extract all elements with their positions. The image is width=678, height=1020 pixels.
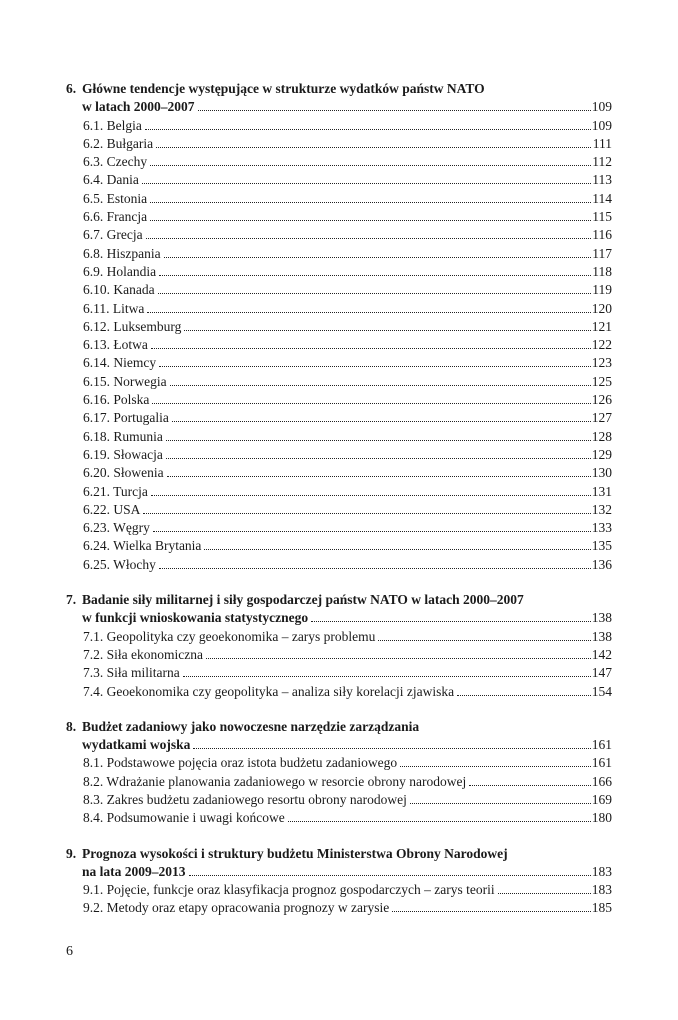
- toc-section-entry[interactable]: [66, 646, 612, 664]
- dot-leader: [166, 430, 591, 441]
- section-page-number: 115: [592, 209, 612, 225]
- dot-leader: [150, 155, 591, 166]
- section-title: 6.25. Włochy: [83, 556, 156, 572]
- section-title: 8.3. Zakres budżetu zadaniowego resortu obrony narodowej: [83, 791, 407, 807]
- section-page-number: 183: [591, 882, 612, 898]
- chapter-title-line: Badanie siły militarnej i siły gospodarczej państw NATO w latach 2000–2007: [82, 592, 524, 608]
- chapter-title-line: Budżet zadaniowy jako nowoczesne narzędzie zarządzania: [82, 718, 420, 734]
- section-page-number: 142: [591, 646, 612, 662]
- dot-leader: [153, 521, 591, 532]
- toc-section-entry[interactable]: [66, 171, 612, 189]
- toc-section-entry[interactable]: [66, 556, 612, 574]
- dot-leader: [498, 883, 591, 894]
- section-page-number: 131: [591, 483, 612, 499]
- section-title: 6.13. Łotwa: [83, 337, 148, 353]
- toc-chapter: [66, 718, 612, 828]
- section-title: 7.2. Siła ekonomiczna: [83, 646, 203, 662]
- section-page-number: 147: [591, 665, 612, 681]
- section-page-number: 113: [592, 172, 612, 188]
- chapter-heading: [66, 718, 612, 755]
- dot-leader: [469, 775, 591, 786]
- toc-section-entry[interactable]: [66, 208, 612, 226]
- dot-leader: [164, 247, 591, 258]
- section-title: 6.14. Niemcy: [83, 355, 157, 371]
- section-title: 8.4. Podsumowanie i uwagi końcowe: [83, 810, 285, 826]
- chapter-title-last-line: na lata 2009–2013: [82, 863, 186, 879]
- dot-leader: [166, 448, 591, 459]
- dot-leader: [150, 192, 591, 203]
- dot-leader: [378, 630, 590, 641]
- section-title: 6.1. Belgia: [83, 117, 142, 133]
- toc-section-entry[interactable]: [66, 501, 612, 519]
- chapter-number: 8.: [66, 718, 77, 734]
- toc-section-entry[interactable]: [66, 899, 612, 917]
- toc-section-entry[interactable]: [66, 117, 612, 135]
- chapter-title-entry[interactable]: [82, 863, 612, 881]
- table-of-contents: [66, 80, 612, 935]
- dot-leader: [204, 539, 590, 550]
- chapter-page-number: 138: [591, 610, 612, 626]
- toc-section-entry[interactable]: [66, 318, 612, 336]
- dot-leader: [311, 611, 591, 622]
- toc-section-entry[interactable]: [66, 683, 612, 701]
- section-title: 6.18. Rumunia: [83, 428, 163, 444]
- section-page-number: 166: [591, 773, 612, 789]
- chapter-number: 6.: [66, 81, 77, 96]
- section-page-number: 180: [591, 810, 612, 826]
- section-page-number: 111: [592, 135, 612, 151]
- page-number: 6: [66, 944, 73, 959]
- toc-chapter: [66, 591, 612, 701]
- section-title: 6.22. USA: [83, 501, 141, 517]
- toc-section-entry[interactable]: [66, 354, 612, 372]
- section-title: 6.7. Grecja: [83, 227, 143, 243]
- dot-leader: [151, 338, 591, 349]
- chapter-title-entry[interactable]: [82, 609, 612, 627]
- section-page-number: 118: [592, 263, 612, 279]
- section-title: 6.6. Francja: [83, 209, 148, 225]
- section-page-number: 109: [591, 117, 612, 133]
- dot-leader: [457, 685, 591, 696]
- toc-section-entry[interactable]: [66, 881, 612, 899]
- section-page-number: 130: [591, 465, 612, 481]
- dot-leader: [288, 811, 591, 822]
- toc-section-entry[interactable]: [66, 791, 612, 809]
- toc-section-entry[interactable]: [66, 483, 612, 501]
- dot-leader: [146, 228, 591, 239]
- toc-section-entry[interactable]: [66, 281, 612, 299]
- toc-section-entry[interactable]: [66, 245, 612, 263]
- chapter-page-number: 109: [591, 99, 612, 115]
- section-title: 6.21. Turcja: [83, 483, 148, 499]
- section-title: 6.8. Hiszpania: [83, 245, 161, 261]
- section-page-number: 135: [591, 538, 612, 554]
- section-title: 7.1. Geopolityka czy geoekonomika – zarys problemu: [83, 628, 376, 644]
- section-title: 9.1. Pojęcie, funkcje oraz klasyfikacja prognoz gospodarczych – zarys teorii: [83, 882, 495, 898]
- section-page-number: 117: [592, 245, 612, 261]
- section-title: 6.15. Norwegia: [83, 373, 167, 389]
- section-title: 6.9. Holandia: [83, 263, 157, 279]
- section-title: 6.2. Bułgaria: [83, 135, 154, 151]
- toc-section-entry[interactable]: [66, 190, 612, 208]
- section-page-number: 116: [592, 227, 612, 243]
- toc-section-entry[interactable]: [66, 336, 612, 354]
- section-title: 6.12. Luksemburg: [83, 318, 182, 334]
- section-page-number: 136: [591, 556, 612, 572]
- section-page-number: 185: [591, 900, 612, 916]
- toc-section-entry[interactable]: [66, 809, 612, 827]
- section-page-number: 169: [591, 791, 612, 807]
- section-page-number: 121: [591, 318, 612, 334]
- dot-leader: [189, 865, 591, 876]
- toc-section-entry[interactable]: [66, 428, 612, 446]
- dot-leader: [167, 466, 591, 477]
- dot-leader: [150, 210, 591, 221]
- chapter-number: 9.: [66, 845, 77, 861]
- dot-leader: [151, 485, 591, 496]
- dot-leader: [159, 558, 591, 569]
- section-title: 6.11. Litwa: [83, 300, 145, 316]
- section-title: 7.3. Siła militarna: [83, 665, 180, 681]
- dot-leader: [152, 393, 590, 404]
- toc-chapter: [66, 845, 612, 918]
- toc-section-entry[interactable]: [66, 409, 612, 427]
- section-page-number: 126: [591, 392, 612, 408]
- section-title: 8.1. Podstawowe pojęcia oraz istota budżetu zadaniowego: [83, 755, 398, 771]
- section-title: 7.4. Geoekonomika czy geopolityka – analiza siły korelacji zjawiska: [83, 683, 455, 699]
- section-page-number: 129: [591, 446, 612, 462]
- dot-leader: [400, 756, 591, 767]
- section-title: 6.19. Słowacja: [83, 446, 163, 462]
- toc-section-entry[interactable]: [66, 537, 612, 555]
- section-title: 6.3. Czechy: [83, 154, 148, 170]
- section-title: 6.4. Dania: [83, 172, 139, 188]
- chapter-heading: [66, 591, 612, 628]
- chapter-page-number: 161: [591, 737, 612, 753]
- dot-leader: [156, 137, 591, 148]
- section-page-number: 127: [591, 410, 612, 426]
- section-title: 6.5. Estonia: [83, 190, 148, 206]
- toc-section-entry[interactable]: [66, 754, 612, 772]
- chapter-title-entry[interactable]: [82, 736, 612, 754]
- dot-leader: [159, 356, 591, 367]
- toc-section-entry[interactable]: [66, 446, 612, 464]
- chapter-page-number: 183: [591, 863, 612, 879]
- section-title: 8.2. Wdrażanie planowania zadaniowego w resorcie obrony narodowej: [83, 773, 467, 789]
- section-page-number: 128: [591, 428, 612, 444]
- dot-leader: [184, 320, 590, 331]
- dot-leader: [392, 901, 590, 912]
- toc-section-entry[interactable]: [66, 263, 612, 281]
- dot-leader: [206, 648, 591, 659]
- section-page-number: 112: [592, 154, 612, 170]
- chapter-title-last-line: w funkcji wnioskowania statystycznego: [82, 610, 309, 626]
- section-title: 6.16. Polska: [83, 392, 150, 408]
- dot-leader: [159, 265, 591, 276]
- section-title: 6.24. Wielka Brytania: [83, 538, 202, 554]
- chapter-number: 7.: [66, 592, 77, 608]
- chapter-title-last-line: w latach 2000–2007: [82, 99, 195, 115]
- toc-section-entry[interactable]: [66, 519, 612, 537]
- chapter-title-line: Główne tendencje występujące w strukturze wydatków państw NATO: [82, 81, 485, 96]
- dot-leader: [198, 100, 591, 111]
- section-title: 6.20. Słowenia: [83, 465, 164, 481]
- chapter-heading: [66, 845, 612, 882]
- toc-section-entry[interactable]: [66, 664, 612, 682]
- toc-section-entry[interactable]: [66, 153, 612, 171]
- dot-leader: [143, 503, 590, 514]
- section-page-number: 114: [592, 190, 612, 206]
- chapter-heading: [66, 80, 612, 117]
- section-title: 9.2. Metody oraz etapy opracowania prognozy w zarysie: [83, 900, 390, 916]
- chapter-title-line: Prognoza wysokości i struktury budżetu Ministerstwa Obrony Narodowej: [82, 845, 508, 861]
- chapter-title-entry[interactable]: [82, 98, 612, 116]
- toc-section-entry[interactable]: [66, 391, 612, 409]
- dot-leader: [172, 411, 591, 422]
- dot-leader: [145, 119, 591, 130]
- section-page-number: 133: [591, 520, 612, 536]
- section-page-number: 119: [592, 282, 612, 298]
- toc-chapter: [66, 80, 612, 574]
- dot-leader: [158, 283, 591, 294]
- section-page-number: 123: [591, 355, 612, 371]
- toc-section-entry[interactable]: [66, 135, 612, 153]
- section-title: 6.17. Portugalia: [83, 410, 169, 426]
- toc-section-entry[interactable]: [66, 464, 612, 482]
- dot-leader: [170, 375, 591, 386]
- section-page-number: 154: [591, 683, 612, 699]
- toc-section-entry[interactable]: [66, 373, 612, 391]
- toc-section-entry[interactable]: [66, 773, 612, 791]
- section-page-number: 138: [591, 628, 612, 644]
- section-title: 6.10. Kanada: [83, 282, 155, 298]
- dot-leader: [193, 738, 590, 749]
- toc-section-entry[interactable]: [66, 226, 612, 244]
- section-page-number: 125: [591, 373, 612, 389]
- dot-leader: [183, 666, 591, 677]
- toc-section-entry[interactable]: [66, 628, 612, 646]
- section-page-number: 161: [591, 755, 612, 771]
- toc-section-entry[interactable]: [66, 300, 612, 318]
- section-page-number: 120: [591, 300, 612, 316]
- dot-leader: [410, 793, 591, 804]
- section-page-number: 122: [591, 337, 612, 353]
- chapter-title-last-line: wydatkami wojska: [82, 737, 191, 753]
- dot-leader: [142, 173, 591, 184]
- dot-leader: [147, 302, 590, 313]
- section-page-number: 132: [591, 501, 612, 517]
- section-title: 6.23. Węgry: [83, 520, 150, 536]
